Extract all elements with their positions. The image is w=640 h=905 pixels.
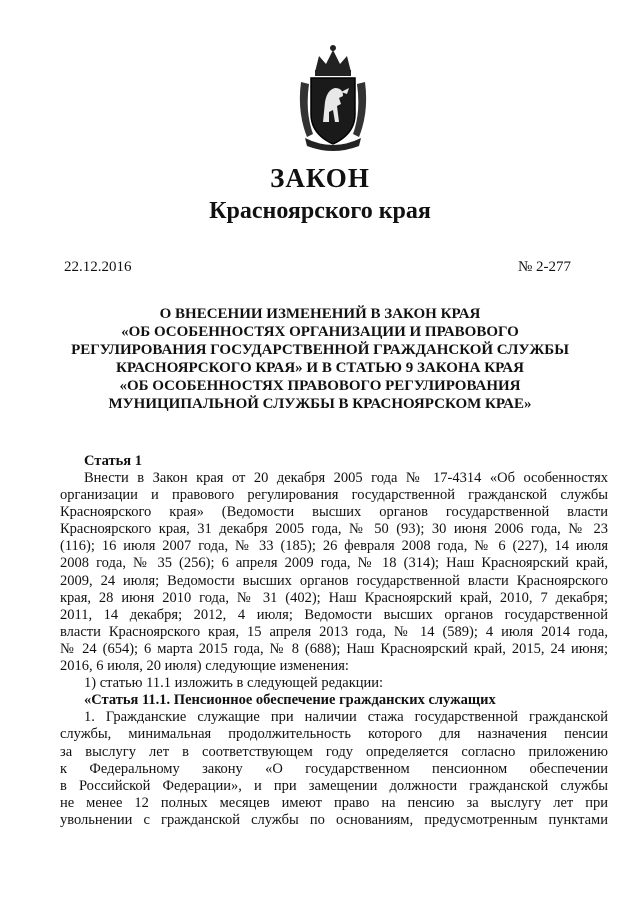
heading-line: «ОБ ОСОБЕННОСТЯХ ПРАВОВОГО РЕГУЛИРОВАНИЯ (119, 378, 521, 394)
heading-line: О ВНЕСЕНИИ ИЗМЕНЕНИЙ В ЗАКОН КРАЯ (159, 306, 481, 322)
document-date: 22.12.2016 (64, 259, 132, 275)
body-line: службы, минимальная продолжительность которого для назначения пенсии (60, 726, 608, 743)
article-title: Статья 1 (84, 453, 142, 469)
body-line: не менее 12 полных месяцев имеют право на пенсию за выслугу лет при (60, 794, 608, 811)
body-line: увольнении с гражданской службы по основаниям, предусмотренным пунктами (60, 811, 608, 828)
body-line: к Федеральному закону «О государственном пенсионном обеспечении (60, 760, 608, 777)
body-line: 2011, 14 декабря; 2012, 4 июля; Ведомости высших органов государственной (60, 606, 608, 623)
body-line: 1. Гражданские служащие при наличии стажа государственной гражданской (84, 709, 608, 726)
body-line: 2008 года, № 35 (256); 6 апреля 2009 года, № 18 (314); Наш Красноярский край, (60, 555, 608, 572)
body-line: края, 28 июня 2010 года, № 31 (402); Наш Красноярский край, 2010, 7 декабря; (60, 589, 608, 606)
body-line: 2009, 24 июля; Ведомости высших органов государственной власти Красноярского (60, 572, 608, 589)
body-line: Красноярского края» (Ведомости высших органов государственной власти (60, 504, 608, 521)
body-line: Красноярского края, 31 декабря 2005 года, № 50 (93); 30 июня 2006 года, № 23 (60, 521, 608, 538)
subarticle-title: «Статья 11.1. Пенсионное обеспечение гражданских служащих (84, 692, 496, 709)
body-line: 2016, 6 июля, 20 июля) следующие изменения: (60, 658, 349, 675)
body-line: за выслугу лет в соответствующем году определяется согласно приложению (60, 743, 608, 760)
body-line: Внести в Закон края от 20 декабря 2005 года № 17-4314 «Об особенностях (84, 470, 608, 486)
body-line: 1) статью 11.1 изложить в следующей редакции: (84, 675, 384, 692)
body-line: № 24 (654); 6 марта 2015 года, № 8 (688); Наш Красноярский край, 2015, 24 июня; (60, 640, 608, 657)
heading-line: «ОБ ОСОБЕННОСТЯХ ОРГАНИЗАЦИИ И ПРАВОВОГО (121, 324, 519, 340)
body-line: (116); 16 июля 2007 года, № 33 (185); 26 февраля 2008 года, № 6 (227), 14 июля (60, 538, 608, 555)
heading-line: КРАСНОЯРСКОГО КРАЯ» И В СТАТЬЮ 9 ЗАКОНА КРАЯ (116, 360, 524, 376)
body-line: в Российской Федерации», и при замещении должности гражданской службы (60, 777, 608, 794)
body-line: организации и правового регулирования государственной гражданской службы (60, 487, 608, 504)
heading-line: МУНИЦИПАЛЬНОЙ СЛУЖБЫ В КРАСНОЯРСКОМ КРАЕ» (108, 396, 532, 412)
article-body (60, 470, 608, 829)
coat-of-arms-emblem (293, 42, 373, 152)
heading-line: РЕГУЛИРОВАНИЯ ГОСУДАРСТВЕННОЙ ГРАЖДАНСКОЙ СЛУЖБЫ (71, 342, 569, 358)
document-number: № 2-277 (517, 259, 571, 275)
body-line: власти Красноярского края, 15 апреля 2013 года, № 14 (589); 4 июля 2014 года, (60, 623, 608, 640)
law-title: ЗАКОН (270, 163, 370, 193)
law-region: Красноярского края (209, 198, 431, 224)
law-heading (60, 305, 580, 413)
